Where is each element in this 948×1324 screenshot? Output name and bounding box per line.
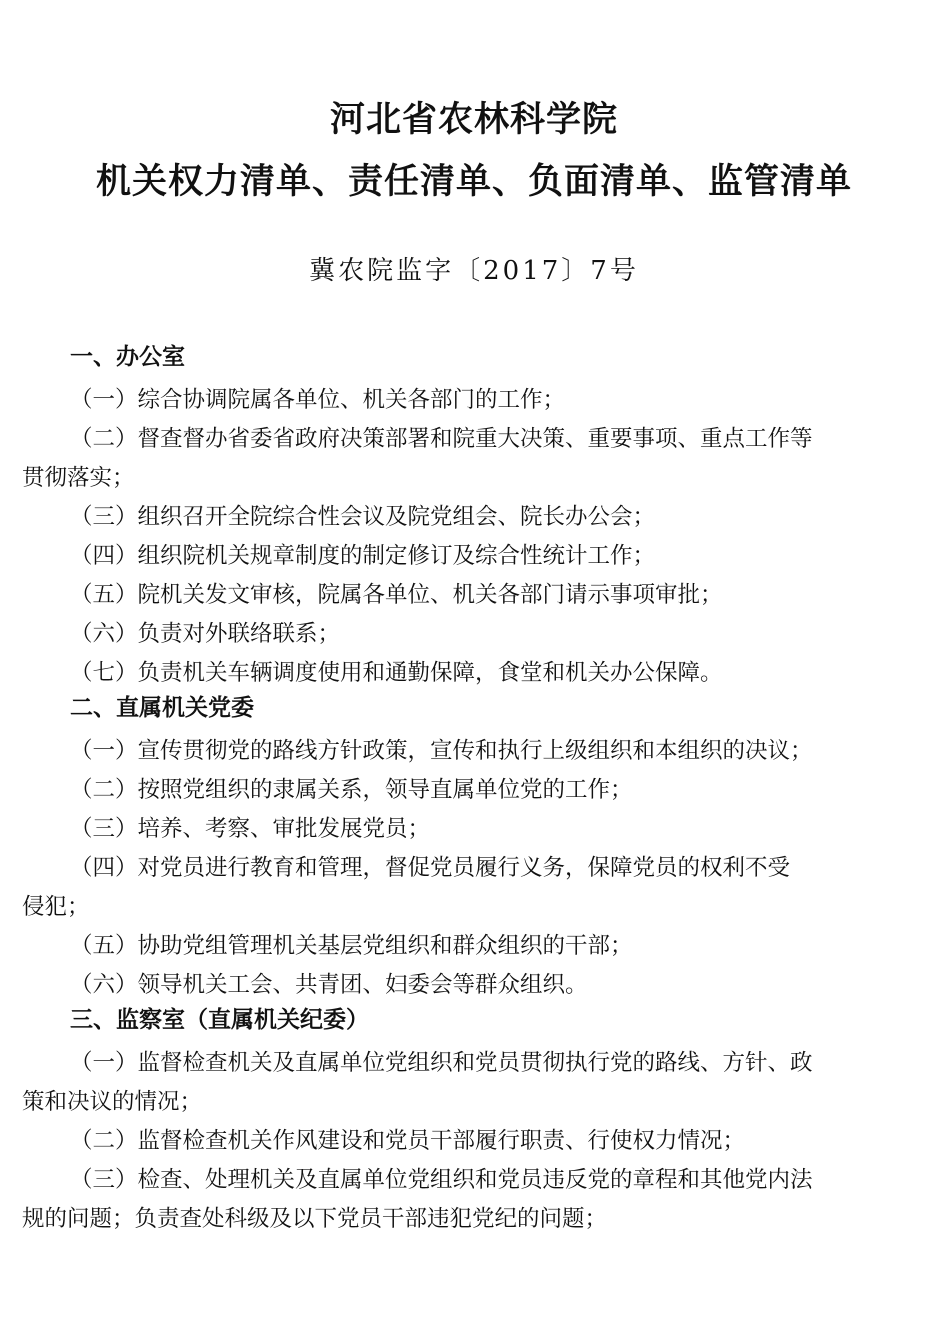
list-item (22, 1161, 922, 1239)
item-text: 负责机关车辆调度使用和通勤保障，食堂和机关办公保障。 (137, 660, 723, 686)
list-item (70, 381, 922, 420)
item-label: （六） (70, 621, 138, 647)
list-item (70, 498, 922, 537)
section-heading: 三、监察室（直属机关纪委） (70, 1007, 369, 1033)
list-item (70, 771, 922, 810)
item-label: （六） (70, 972, 138, 998)
item-text-continued: 贯彻落实； (22, 465, 135, 491)
list-item (70, 615, 922, 654)
item-label: （二） (70, 777, 138, 803)
item-text: 院机关发文审核，院属各单位、机关各部门请示事项审批； (137, 582, 723, 608)
item-label: （五） (70, 582, 138, 608)
list-item (22, 1044, 922, 1122)
item-label: （三） (70, 816, 138, 842)
list-item (22, 849, 922, 927)
item-text: 综合协调院属各单位、机关各部门的工作； (137, 387, 566, 413)
item-label: （二） (70, 1128, 138, 1154)
list-item (70, 537, 922, 576)
list-item (70, 732, 922, 771)
item-text: 督查督办省委省政府决策部署和院重大决策、重要事项、重点工作等 (137, 426, 813, 452)
item-text: 组织召开全院综合性会议及院党组会、院长办公会； (137, 504, 656, 530)
item-text-continued: 策和决议的情况； (22, 1089, 203, 1115)
section-heading: 二、直属机关党委 (70, 695, 254, 721)
section-office (22, 342, 922, 693)
item-label: （三） (70, 504, 138, 530)
item-text-continued: 侵犯； (22, 894, 90, 920)
document-body (22, 342, 922, 1239)
item-text: 对党员进行教育和管理，督促党员履行义务，保障党员的权利不受 (137, 855, 791, 881)
item-text: 宣传贯彻党的路线方针政策，宣传和执行上级组织和本组织的决议； (137, 738, 813, 764)
list-item (70, 966, 922, 1005)
item-label: （五） (70, 933, 138, 959)
item-text: 监督检查机关及直属单位党组织和党员贯彻执行党的路线、方针、政 (137, 1050, 813, 1076)
item-label: （七） (70, 660, 138, 686)
section-heading: 一、办公室 (70, 344, 185, 370)
item-label: （一） (70, 387, 138, 413)
list-item (70, 654, 922, 693)
list-item (70, 576, 922, 615)
item-label: （一） (70, 738, 138, 764)
document-title-line-1: 河北省农林科学院 (329, 100, 618, 140)
item-label: （四） (70, 543, 138, 569)
item-text: 组织院机关规章制度的制定修订及综合性统计工作； (137, 543, 656, 569)
section-party-committee (22, 693, 922, 1005)
document-title-line-2: 机关权力清单、责任清单、负面清单、监管清单 (95, 162, 852, 202)
list-item (70, 810, 922, 849)
item-text: 领导机关工会、共青团、妇委会等群众组织。 (137, 972, 588, 998)
item-label: （三） (70, 1167, 138, 1193)
item-label: （二） (70, 426, 138, 452)
item-text: 监督检查机关作风建设和党员干部履行职责、行使权力情况； (137, 1128, 746, 1154)
item-label: （四） (70, 855, 138, 881)
item-text: 按照党组织的隶属关系，领导直属单位党的工作； (137, 777, 633, 803)
section-supervision-office (22, 1005, 922, 1239)
item-text: 负责对外联络联系； (137, 621, 341, 647)
list-item (70, 927, 922, 966)
list-item (70, 1122, 922, 1161)
list-item (22, 420, 922, 498)
item-label: （一） (70, 1050, 138, 1076)
document-number: 冀农院监字〔2017〕7号 (309, 256, 639, 286)
item-text-continued: 规的问题；负责查处科级及以下党员干部违犯党纪的问题； (22, 1206, 608, 1232)
item-text: 协助党组管理机关基层党组织和群众组织的干部； (137, 933, 633, 959)
item-text: 培养、考察、审批发展党员； (137, 816, 431, 842)
item-text: 检查、处理机关及直属单位党组织和党员违反党的章程和其他党内法 (137, 1167, 813, 1193)
